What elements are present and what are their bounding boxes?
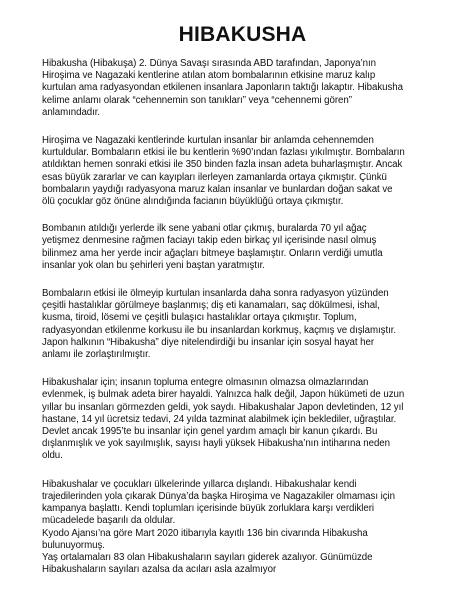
paragraph-line: dışlanmışlık ve yok sayılmışlık, sayısı hayli yüksek Hibakusha’nın intiharına neden	[42, 438, 390, 450]
paragraph-line: kampanya başlattı. Kendi toplumları içerisinde büyük zorluklara karşı verdikleri	[42, 503, 374, 515]
paragraph-line: Bombanın atıldığı yerlerde ilk sene yabani otlar çıkmış, buralarda 70 yıl ağaç	[42, 223, 367, 235]
document-title: HIBAKUSHA	[178, 23, 307, 46]
paragraph-line: ölü çocuklar göz önüne alındığında facianın büyüklüğü ortaya çıkmıştır.	[42, 196, 344, 208]
paragraph-line: yetişmez denmesine rağmen faciayı takip eden birkaç yıl içerisinde nasıl olmuş	[42, 235, 377, 247]
paragraph-line: esas büyük zararlar ve can kayıpları ilerleyen zamanlarda ortaya çıkmıştır. Çünkü	[42, 171, 387, 183]
paragraph-diseases	[42, 288, 431, 361]
paragraph-line: yıllar bu insanları görmezden geldi, yok saydı. Hibakushalar Japon devletinden, 12 yıl	[42, 401, 404, 413]
paragraph-line: trajedilerinden yola çıkarak Dünya’da başka Hiroşima ve Nagazakiler olmaması için	[42, 490, 395, 502]
paragraph-line: Hibakushalar için; insanın topluma entegre olmasının olmazsa olmazlarından	[42, 377, 369, 389]
paragraph-line: bulunuyormuş.	[42, 539, 105, 551]
paragraph-line: bilinmez ama her yerde incir ağaçları bitmeye başlamıştır. Onların verdiği umutla	[42, 247, 383, 259]
paragraph-line: kusma, tiroid, lösemi ve çeşitli bulaşıcı hastalıklar ortaya çıkmıştır. Toplum,	[42, 312, 357, 324]
paragraph-line: mücadelede başarılı da oldular.	[42, 515, 176, 527]
paragraph-line: evlenmek, iş bulmak adeta birer hayaldi. Yalnızca halk değil, Japon hükümeti de uzun	[42, 389, 405, 401]
paragraph-line: oldu.	[42, 450, 63, 462]
paragraph-campaign-and-statistics	[42, 479, 431, 577]
paragraph-fig-trees	[42, 223, 431, 272]
paragraph-line: Yaş ortalamaları 83 olan Hibakushaların sayıları giderek azalıyor. Günümüzde	[42, 551, 373, 563]
paragraph-line: atıldıktan hemen sonraki etkisi ile 350 binden fazla insan adeta buharlaşmıştır. Ancak	[42, 159, 403, 171]
paragraph-destruction	[42, 135, 431, 208]
paragraph-line: kurtulan ama radyasyondan etkilenen insanlara Japonların taktığı lakaptır. Hibakusha	[42, 82, 403, 94]
paragraph-line: hastane, 14 yıl ücretsiz tedavi, 24 yılda tazminat alabilmek için beklediler, uğraştılar.	[42, 413, 397, 425]
paragraph-definition	[42, 58, 431, 119]
paragraph-line: Hiroşima ve Nagazaki kentlerine atılan atom bombalarının etkisine maruz kalıp	[42, 70, 376, 82]
paragraph-line: Hibakusha (Hibakuşa) 2. Dünya Savaşı sırasında ABD tarafından, Japonya’nın	[42, 58, 376, 69]
paragraph-social-exclusion	[42, 377, 431, 462]
paragraph-line: anlamındadır.	[42, 106, 101, 118]
paragraph-line: Hibakushaların sayıları azalsa da acıları asla azalmıyor	[42, 564, 277, 576]
paragraph-line: kurtuldular. Bombaların etkisi ile bu kentlerin %90’ından fazlası yıkılmıştır. Bombaların	[42, 147, 405, 159]
paragraph-line: insanlar yok olan bu şehirleri yeni baştan yaratmıştır.	[42, 259, 265, 271]
paragraph-line: Hibakushalar ve çocukları ülkelerinde yıllarca dışlandı. Hibakushalar kendi	[42, 478, 357, 490]
paragraph-line: çeşitli hastalıklar görülmeye başlanmış; diş eti kanamaları, saç dökülmesi, ishal,	[42, 300, 380, 312]
paragraph-line: radyasyondan etkilenme korkusu ile bu insanlardan korkmuş, kaçmış ve dışlamıştır.	[42, 324, 397, 336]
paragraph-line: Hiroşima ve Nagazaki kentlerinde kurtulan insanlar bir anlamda cehennemden	[42, 135, 374, 147]
paragraph-line: Japon halkının “Hibakusha” diye nitelendirdiği bu insanlar için sosyal hayat her	[42, 336, 375, 348]
paragraph-line: anlamı ile zorlaştırılmıştır.	[42, 349, 151, 361]
paragraph-line: bombaların yaydığı radyasyona maruz kalan insanlar ve bunlardan doğan sakat ve	[42, 183, 393, 195]
paragraph-line: Kyodo Ajansı’na göre Mart 2020 itibarıyla kayıtlı 136 bin civarında Hibakusha	[42, 527, 368, 539]
paragraph-line: Devlet ancak 1995’te bu insanlar için genel yardım amaçlı bir kanun çıkardı. Bu	[42, 426, 378, 438]
paragraph-line: Bombaların etkisi ile ölmeyip kurtulan insanlarda daha sonra radyasyon yüzünden	[42, 288, 389, 300]
paragraph-line: kelime anlamı olarak “cehennemin son tanıkları” veya “cehennemi gören”	[42, 94, 352, 106]
